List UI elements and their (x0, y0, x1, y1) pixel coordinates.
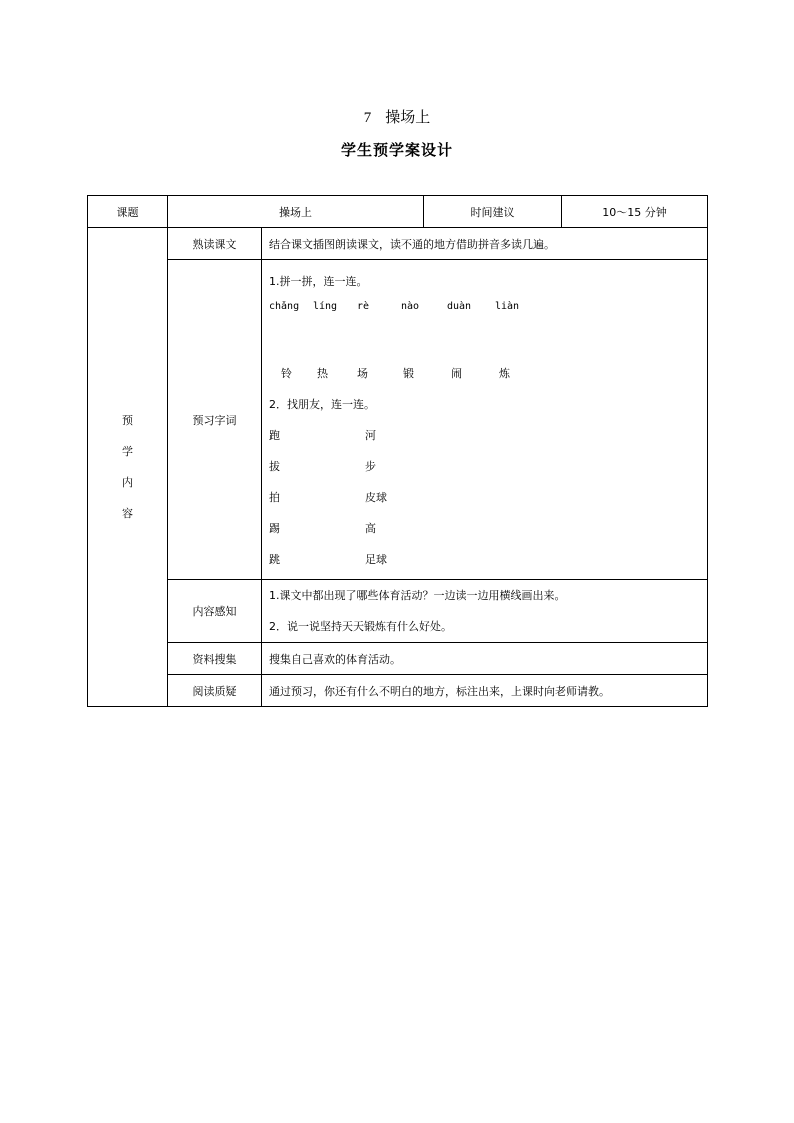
row-read (88, 228, 708, 260)
pair-right: 足球 (365, 553, 387, 566)
lesson-number: 7 (363, 110, 372, 126)
section-label-char: 学 (122, 445, 133, 458)
hanzi-item: 热 (317, 367, 328, 380)
collect-label: 资料搜集 (168, 643, 262, 675)
section-label-char: 预 (122, 414, 133, 427)
lesson-name: 操场上 (385, 108, 431, 126)
hanzi-item: 铃 (281, 367, 292, 380)
row-question (88, 675, 708, 707)
hanzi-item: 锻 (403, 367, 414, 380)
pair-left: 拍 (269, 491, 280, 504)
document-subtitle: 学生预学案设计 (340, 141, 453, 159)
pinyin-item: chǎng (269, 301, 300, 312)
perceive-content (262, 580, 708, 643)
section-label-char: 内 (122, 476, 133, 489)
section-label-char: 容 (122, 507, 133, 520)
row-perceive (88, 580, 708, 643)
row-collect (88, 643, 708, 675)
pair-row (269, 544, 700, 575)
pair-left: 跑 (269, 429, 280, 442)
read-label: 熟读课文 (168, 228, 262, 260)
pair-right: 河 (365, 429, 376, 442)
question-text: 通过预习，你还有什么不明白的地方，标注出来，上课时向老师请教。 (262, 675, 708, 707)
pair-left: 拔 (269, 460, 280, 473)
pinyin-row (269, 297, 700, 328)
read-text: 结合课文插图朗读课文，读不通的地方借助拼音多读几遍。 (262, 228, 708, 260)
hanzi-row (269, 358, 700, 389)
hanzi-item: 炼 (499, 367, 510, 380)
pinyin-item: liàn (495, 301, 520, 312)
pair-row (269, 420, 700, 451)
pair-row (269, 513, 700, 544)
lesson-title (0, 106, 794, 127)
pair-left: 跳 (269, 553, 280, 566)
topic-value: 操场上 (168, 196, 424, 228)
pair-left: 踢 (269, 522, 280, 535)
pinyin-item: nào (401, 301, 420, 312)
words-label: 预习字词 (168, 260, 262, 580)
time-label: 时间建议 (424, 196, 562, 228)
hanzi-item: 场 (357, 367, 368, 380)
hanzi-item: 闹 (451, 367, 462, 380)
topic-row (88, 196, 708, 228)
question-label: 阅读质疑 (168, 675, 262, 707)
time-value: 10～15 分钟 (562, 196, 708, 228)
topic-label: 课题 (88, 196, 168, 228)
task-1: 1.拼一拼，连一连。 (269, 275, 368, 288)
row-words (88, 260, 708, 580)
pair-row (269, 482, 700, 513)
words-content (262, 260, 708, 580)
preview-plan-table (87, 195, 708, 707)
pinyin-item: líng (313, 301, 338, 312)
pair-right: 步 (365, 460, 376, 473)
connect-space (269, 328, 700, 358)
perceive-label: 内容感知 (168, 580, 262, 643)
perceive-q2: 2．说一说坚持天天锻炼有什么好处。 (269, 620, 452, 633)
pair-row (269, 451, 700, 482)
pair-right: 皮球 (365, 491, 387, 504)
pinyin-item: duàn (447, 301, 472, 312)
pinyin-item: rè (357, 301, 370, 312)
task-2: 2．找朋友，连一连。 (269, 398, 375, 411)
perceive-q1: 1.课文中都出现了哪些体育活动？一边读一边用横线画出来。 (269, 589, 566, 602)
collect-text: 搜集自己喜欢的体育活动。 (262, 643, 708, 675)
section-label (88, 228, 168, 707)
pair-right: 高 (365, 522, 376, 535)
